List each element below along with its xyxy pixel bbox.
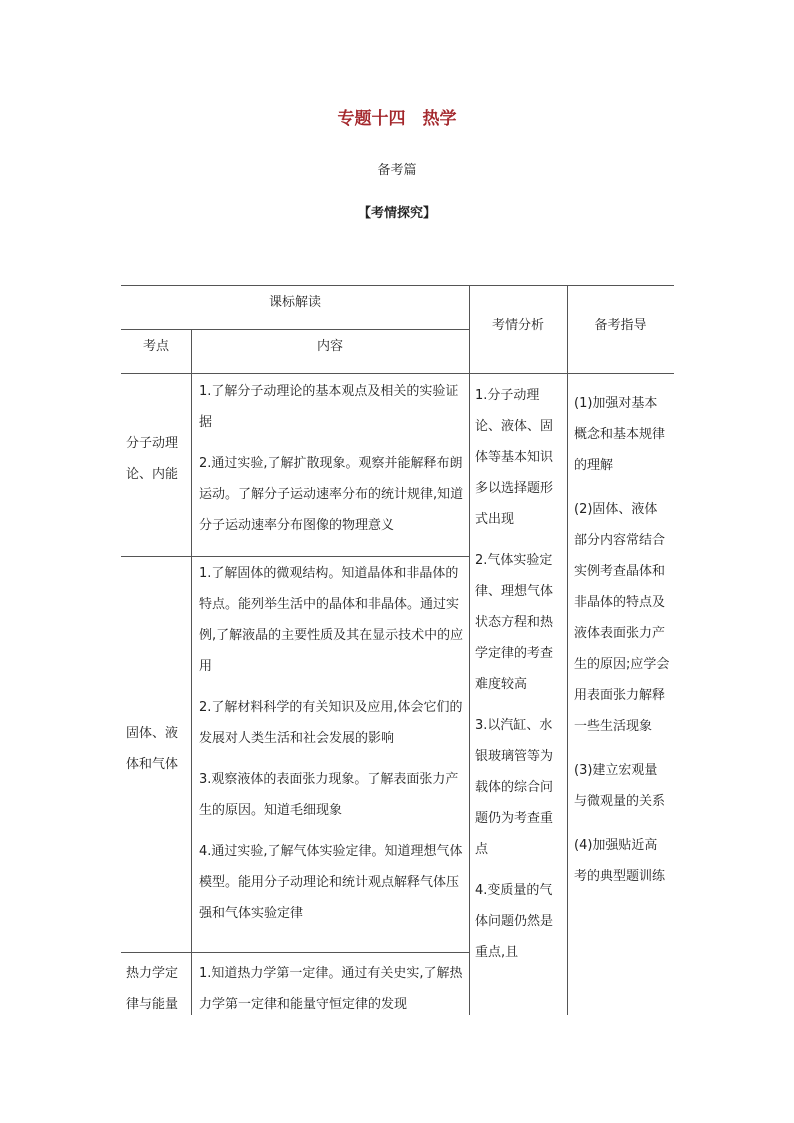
analysis-column bbox=[475, 380, 563, 1015]
header-analysis: 考情分析 bbox=[491, 318, 544, 333]
table-header-bottom bbox=[121, 373, 674, 374]
point-solid-liquid-gas: 固体、液体和气体 bbox=[126, 726, 179, 772]
guide-item: (3)建立宏观量与微观量的关系 bbox=[574, 763, 666, 809]
header-content: 内容 bbox=[316, 339, 343, 354]
table-row-divider-2 bbox=[121, 952, 469, 953]
table-col-divider-3 bbox=[567, 285, 568, 1015]
guide-item: (2)固体、液体部分内容常结合实例考查晶体和非晶体的特点及液体表面张力产生的原因;应学会用表面张力解释一些生活现象 bbox=[574, 502, 670, 734]
content-item: 1.知道热力学第一定律。通过有关史实,了解热力学第一定律和能量守恒定律的发现 bbox=[199, 966, 463, 1012]
content-item: 2.了解材料科学的有关知识及应用,体会它们的发展对人类生活和社会发展的影响 bbox=[199, 700, 463, 746]
analysis-item: 3.以汽缸、水银玻璃管等为载体的综合问题仍为考查重点 bbox=[475, 718, 554, 857]
table-border-top bbox=[121, 285, 674, 286]
analysis-item: 1.分子动理论、液体、固体等基本知识多以选择题形式出现 bbox=[475, 388, 554, 527]
header-point: 考点 bbox=[142, 339, 169, 354]
content-item: 3.观察液体的表面张力现象。了解表面张力产生的原因。知道毛细现象 bbox=[199, 772, 459, 818]
content-item: 1.了解分子动理论的基本观点及相关的实验证据 bbox=[199, 384, 459, 430]
section-heading: 【考情探究】 bbox=[357, 206, 436, 221]
table-col-divider-1 bbox=[191, 329, 192, 1015]
content-solid-liquid-gas bbox=[199, 558, 465, 939]
guide-item: (1)加强对基本概念和基本规律的理解 bbox=[574, 396, 666, 473]
table-row-divider-1 bbox=[121, 556, 469, 557]
point-thermodynamics: 热力学定律与能量 bbox=[126, 966, 179, 1012]
document-subtitle: 备考篇 bbox=[377, 163, 417, 178]
header-guide: 备考指导 bbox=[594, 318, 647, 333]
content-molecular-theory bbox=[199, 376, 465, 551]
table-header-divider bbox=[121, 329, 469, 330]
table-col-divider-2 bbox=[469, 285, 470, 1015]
header-group-label: 课标解读 bbox=[268, 295, 321, 310]
guide-item: (4)加强贴近高考的典型题训练 bbox=[574, 838, 666, 884]
content-item: 4.通过实验,了解气体实验定律。知道理想气体模型。能用分子动理论和统计观点解释气体压强和气体实验定律 bbox=[199, 844, 463, 921]
content-item: 1.了解固体的微观结构。知道晶体和非晶体的特点。能列举生活中的晶体和非晶体。通过实例,了解液晶的主要性质及其在显示技术中的应用 bbox=[199, 566, 464, 674]
content-item: 2.通过实验,了解扩散现象。观察并能解释布朗运动。了解分子运动速率分布的统计规律,知道分子运动速率分布图像的物理意义 bbox=[199, 456, 464, 533]
guide-column bbox=[574, 388, 670, 905]
analysis-item: 2.气体实验定律、理想气体状态方程和热学定律的考查难度较高 bbox=[475, 553, 554, 692]
content-thermodynamics bbox=[199, 958, 465, 1030]
document-title: 专题十四 热学 bbox=[337, 109, 457, 129]
point-molecular-theory: 分子动理论、内能 bbox=[126, 436, 179, 482]
analysis-item: 4.变质量的气体问题仍然是重点,且 bbox=[475, 883, 554, 960]
